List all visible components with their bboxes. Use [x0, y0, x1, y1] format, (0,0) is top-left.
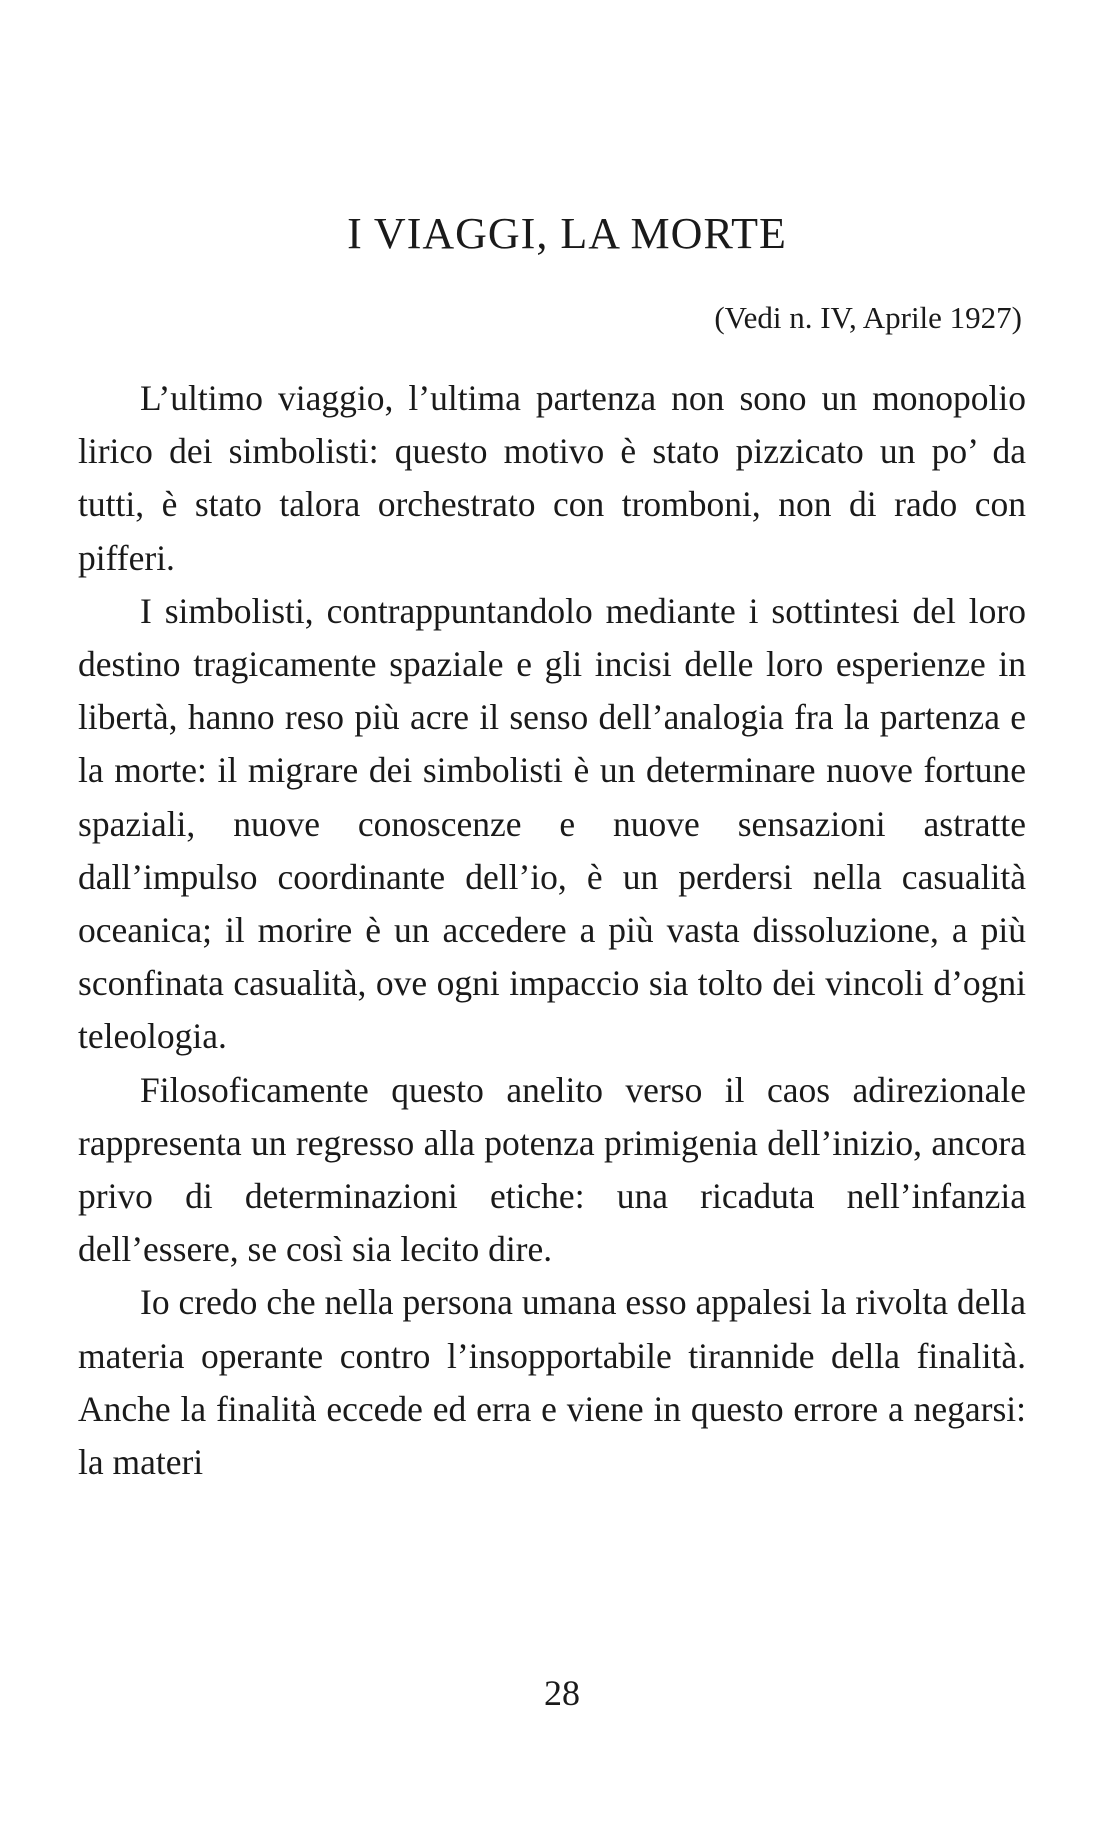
article-reference: (Vedi n. IV, Aprile 1927): [714, 300, 1022, 335]
paragraph-3: Filosoficamente questo anelito verso il caos adirezionale rappresenta un regresso alla potenza primigenia dell’inizio, ancora privo di determinazioni etiche: una ricaduta nell’infanzia dell’essere, se così sia lecito dire.: [78, 1069, 1026, 1270]
page-number: 28: [544, 1673, 580, 1713]
article-title: I VIAGGI, LA MORTE: [347, 209, 787, 258]
article-body: [78, 372, 1026, 1489]
paragraph-2: I simbolisti, contrappuntandolo mediante i sottintesi del loro destino tragicamente spaziale e gli incisi delle loro esperienze in libertà, hanno reso più acre il senso dell’analogia fra la partenza e la morte: il migrare dei simbolisti è un determinare nuove fortune spaziali, nuove conoscenze e nuove sensazioni astratte dall’impulso coordinante dell’io, è un perdersi nella casualità oceanica; il morire è un accedere a più vasta dissoluzione, a più sconfinata casualità, ove ogni impaccio sia tolto dei vincoli d’ogni teleologia.: [78, 590, 1026, 1057]
paragraph-4: Io credo che nella persona umana esso appalesi la rivolta della materia operante contro l’insopportabile tirannide della finalità. Anche la finalità eccede ed erra e viene in questo errore a negarsi: la materi: [78, 1282, 1026, 1483]
paragraph-1: L’ultimo viaggio, l’ultima partenza non sono un monopolio lirico dei simbolisti: questo motivo è stato pizzicato un po’ da tutti, è stato talora orchestrato con tromboni, non di rado con pifferi.: [78, 378, 1026, 578]
